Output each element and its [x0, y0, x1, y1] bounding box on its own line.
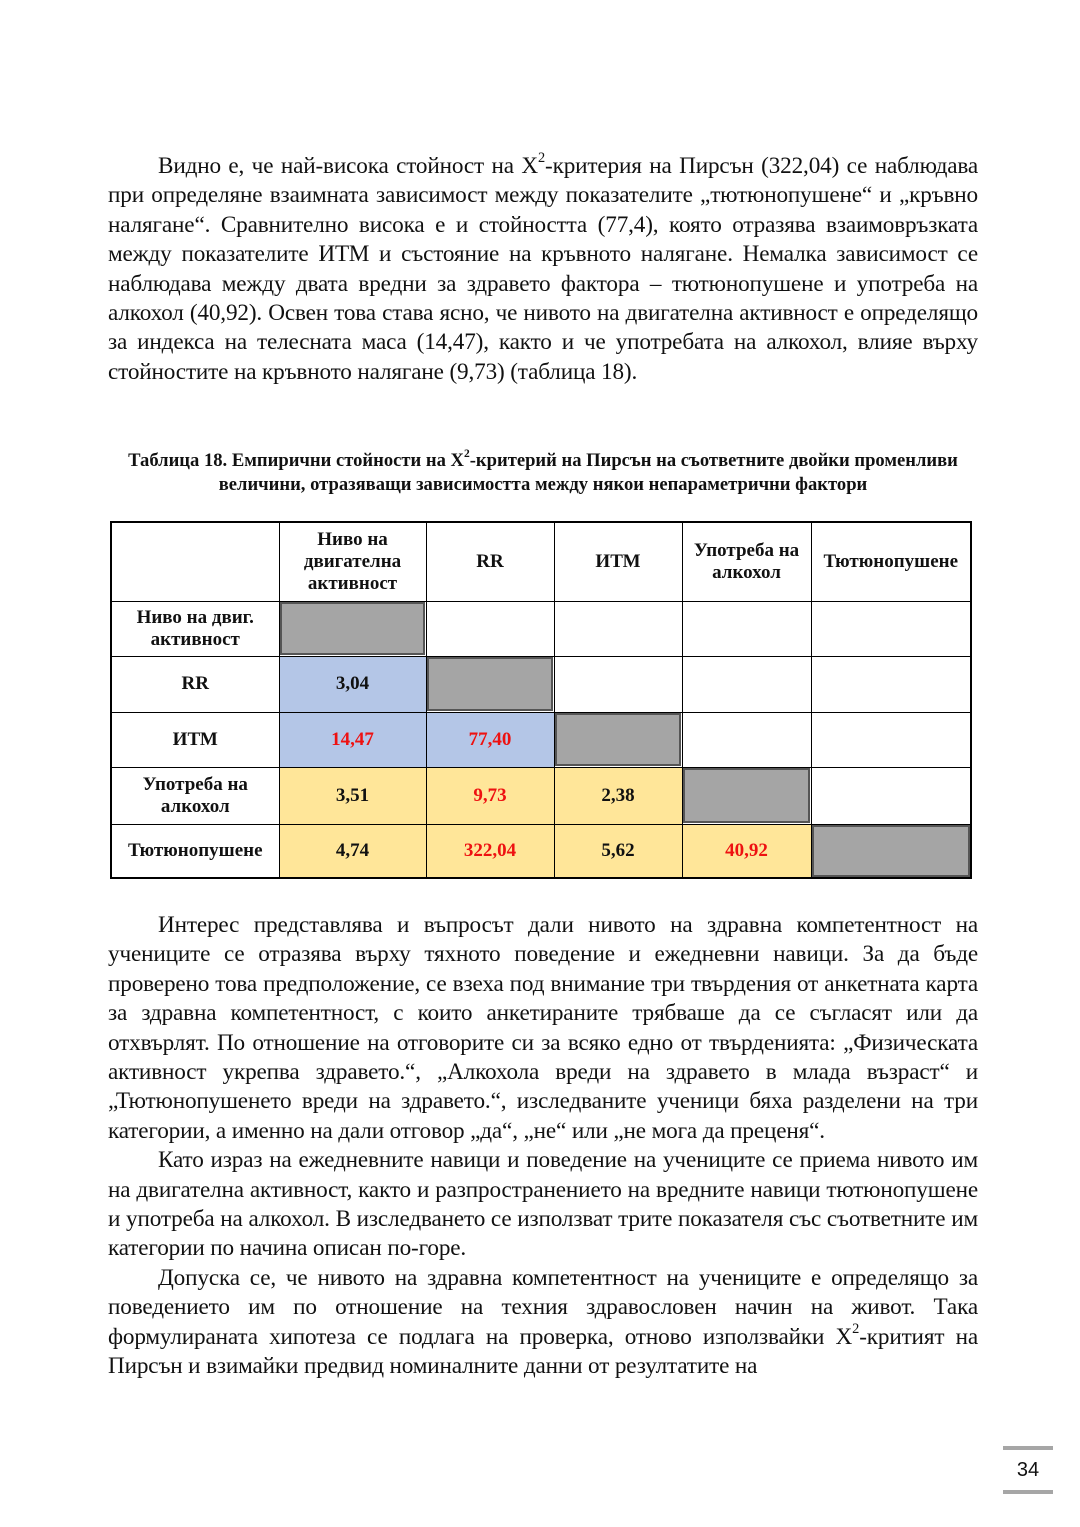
superscript: 2	[537, 150, 546, 167]
value-cell: 77,40	[426, 712, 554, 767]
page-body-lower	[108, 911, 978, 1382]
table-row	[111, 712, 971, 767]
header-itm: ИТМ	[554, 522, 682, 601]
table-row	[111, 767, 971, 824]
caption-suffix: -критерий на Пирсън на съответните двойки променливи величини, отразяващи зависимостта между някои непараметрични фактори	[218, 450, 958, 495]
empty-cell	[554, 656, 682, 712]
empty-cell	[811, 656, 971, 712]
paragraph-text: Видно е, че най-висока стойност на Х	[158, 153, 538, 179]
empty-cell	[554, 601, 682, 656]
paragraph-daily-habits: Като израз на ежедневните навици и поведение на учениците се приема нивото им на двигателна активност, както и разпространението на вредните навици тютюнопушене и употреба на алкохол. В изследването се използват трите показателя със съответните им категории по начина описан по-горе.	[108, 1147, 978, 1262]
value-cell: 5,62	[554, 824, 682, 878]
paragraph-hypothesis	[108, 1264, 978, 1382]
row-label: ИТМ	[111, 712, 279, 767]
value-cell: 14,47	[279, 712, 426, 767]
page-number-block	[1003, 1446, 1053, 1494]
empty-cell	[811, 601, 971, 656]
page-body	[108, 152, 978, 387]
paragraph-chi-square-results	[108, 152, 978, 387]
row-label: Употреба на алкохол	[111, 767, 279, 824]
chi-square-matrix-table	[110, 521, 972, 879]
table-row	[111, 824, 971, 878]
diagonal-cell	[811, 824, 971, 878]
empty-cell	[426, 601, 554, 656]
paragraph-health-competence: Интерес представлява и въпросът дали нивото на здравна компетентност на учениците се отразява върху тяхното поведение и ежедневни навици. За да бъде проверено това предположение, се взеха под внимание три твърдения от анкетната карта за здравна компетентност, с които анкетираните трябваше да се съгласят или да отхвърлят. По отношение на отговорите си за всяко едно от твърденията: „Физическата активност укрепва здравето.“, „Алкохола вреди на здравето в млада възраст“ и „Тютюнопушенето вреди на здравето.“, изследваните ученици бяха разделени на три категории, а именно на дали отговор „да“, „не“ или „не мога да преценя“.	[108, 912, 978, 1144]
diagonal-cell	[426, 656, 554, 712]
page-number-bottom-rule	[1003, 1490, 1053, 1494]
value-cell: 40,92	[682, 824, 811, 878]
paragraph-text: -критият на Пирсън и взимайки предвид номиналните данни от резултатите на	[108, 1323, 978, 1380]
empty-cell	[682, 712, 811, 767]
row-label: Ниво на двиг. активност	[111, 601, 279, 656]
paragraph-text: Допуска се, че нивото на здравна компетентност на учениците е определящо за поведението им по отношение на техния здравословен начин на живот. Така формулираната хипотеза се подлага на проверка, отново използвайки Х	[108, 1264, 978, 1350]
row-label: RR	[111, 656, 279, 712]
table-row	[111, 656, 971, 712]
table-header-row	[111, 522, 971, 601]
header-corner	[111, 522, 279, 601]
row-label: Тютюнопушене	[111, 824, 279, 878]
value-cell: 4,74	[279, 824, 426, 878]
value-cell: 9,73	[426, 767, 554, 824]
table-row	[111, 601, 971, 656]
value-cell: 2,38	[554, 767, 682, 824]
empty-cell	[682, 601, 811, 656]
paragraph-text: -критерия на Пирсън (322,04) се наблюдава при определяне взаимната зависимост между показателите „тютюнопушене“ и „кръвно налягане“. Сравнително висока е и стойността (77,4), която отразява взаимовръзката между показателите ИТМ и състояние на кръвното налягане. Немалка зависимост се наблюдава между двата вредни за здравето фактора – тютюнопушене и употреба на алкохол (40,92). Освен това става ясно, че нивото на двигателна активност е определящо за индекса на телесната маса (14,47), както и че употребата на алкохол, влияе върху стойностите на кръвното налягане (9,73) (таблица 18).	[108, 153, 979, 385]
table-caption	[108, 449, 978, 497]
empty-cell	[811, 767, 971, 824]
superscript: 2	[463, 448, 470, 461]
page-number: 34	[1016, 1459, 1040, 1481]
header-activity: Ниво на двигателна активност	[279, 522, 426, 601]
value-cell: 3,51	[279, 767, 426, 824]
diagonal-cell	[554, 712, 682, 767]
superscript: 2	[852, 1320, 860, 1337]
empty-cell	[811, 712, 971, 767]
caption-prefix: Таблица 18. Емпирични стойности на Х	[128, 450, 464, 471]
diagonal-cell	[279, 601, 426, 656]
header-rr: RR	[426, 522, 554, 601]
value-cell: 3,04	[279, 656, 426, 712]
header-smoking: Тютюнопушене	[811, 522, 971, 601]
empty-cell	[682, 656, 811, 712]
diagonal-cell	[682, 767, 811, 824]
header-alcohol: Употреба на алкохол	[682, 522, 811, 601]
value-cell: 322,04	[426, 824, 554, 878]
